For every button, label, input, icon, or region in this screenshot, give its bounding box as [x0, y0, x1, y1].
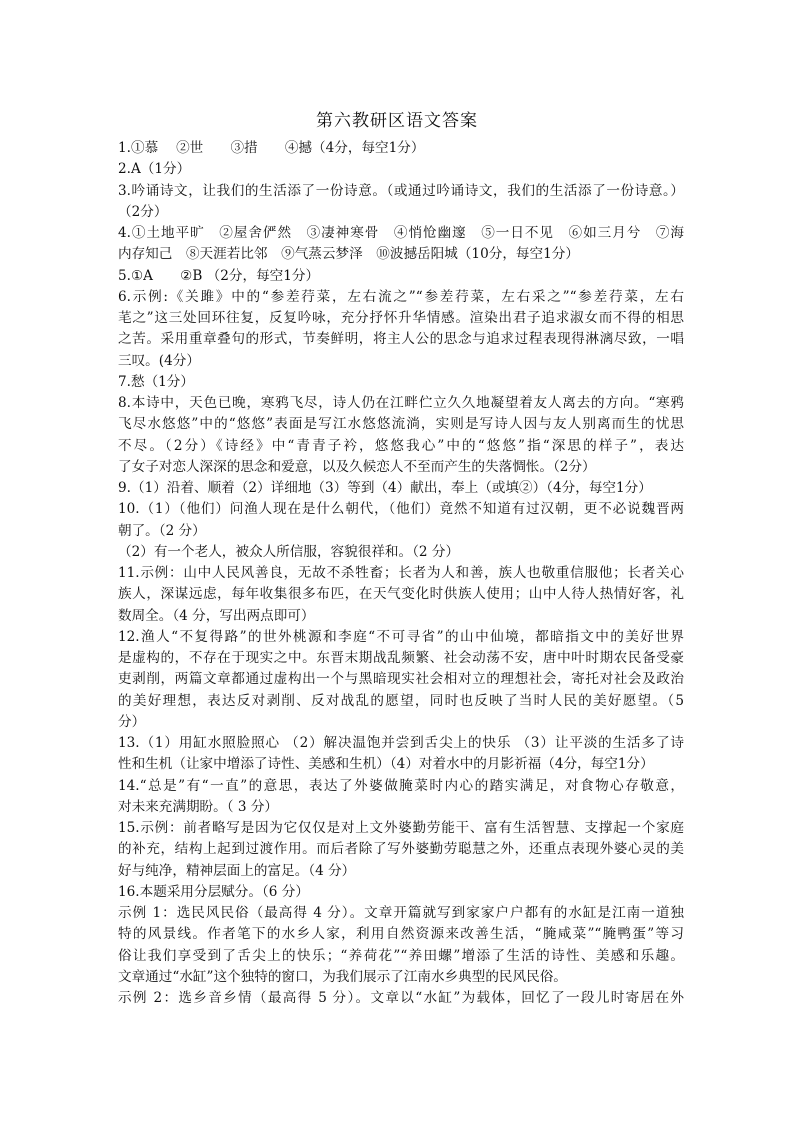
text-line: 14.“总是”有“一直”的意思，表达了外婆做腌菜时内心的踏实满足，对食物心存敬意， — [118, 777, 684, 794]
text-line: 朝了。（2 分） — [118, 522, 206, 539]
text-line: （2）有一个老人，被众人所信服，容貌很祥和。（2 分） — [118, 543, 460, 560]
text-line: 11.示例：山中人民风善良，无故不杀牲畜；长者为人和善，族人也敬重信服他；长者关心 — [118, 565, 684, 581]
text-line: 示例 2：选乡音乡情（最高得 5 分）。文章以“水缸”为载体，回忆了一段儿时寄居在外 — [118, 990, 684, 1006]
text-line: 文章通过“水缸”这个独特的窗口，为我们展示了江南水乡典型的民风民俗。 — [118, 968, 567, 985]
text-line: 12.渔人“不复得路”的世外桃源和李庭“不可寻省”的山中仙境，都暗指文中的美好世界 — [118, 628, 684, 645]
text-line: 数周全。（4 分，写出两点即可） — [118, 607, 315, 624]
text-line: 9.（1）沿着、顺着（2）详细地（3）等到（4）献出，奉上（或填②）（4分，每空1分） — [118, 480, 652, 496]
text-line: 2.A（1分） — [118, 161, 191, 178]
text-line: 芼之”这三处回环往复，反复吟咏，充分抒怀升华情感。渲染出君子追求淑女而不得的相思 — [118, 310, 684, 326]
text-line: 是虚构的，不存在于现实之中。东晋末期战乱频繁、社会动荡不安，唐中叶时期农民备受豪 — [118, 650, 684, 666]
text-line: 吏剥削，两篇文章都通过虚构出一个与黑暗现实社会相对立的理想社会，寄托对社会及政治 — [118, 671, 684, 688]
text-line: 性和生机（让家中增添了诗性、美感和生机）（4）对着水中的月影祈福（4分，每空1分） — [118, 756, 654, 773]
text-line: 好与纯净，精神层面上的富足。（4 分） — [118, 862, 356, 879]
text-line: 不尽。（2分）《诗经》中“青青子衿，悠悠我心”中的“悠悠”指“深思的样子”，表达 — [118, 437, 684, 454]
text-line: 飞尽水悠悠”中的“悠悠”表面是写江水悠悠流淌，实则是写诗人因与友人别离而生的忧思 — [118, 416, 684, 433]
text-line: （2分） — [118, 203, 168, 220]
text-line: 了女子对恋人深深的思念和爱意，以及久候恋人不至而产生的失落惆怅。（2分） — [118, 458, 596, 475]
text-line: 之苦。采用重章叠句的形式，节奏鲜明，将主人公的思念与追求过程表现得淋漓尽致，一唱 — [118, 331, 684, 348]
text-line: 族人，深谋远虑，每年收集很多布匹，在天气变化时供族人使用；山中人待人热情好客，礼 — [118, 586, 684, 603]
text-line: 三叹。(4分） — [118, 352, 200, 369]
text-line: 的美好理想，表达反对剥削、反对战乱的愿望，同时也反映了当时人民的美好愿望。（5 — [118, 692, 684, 709]
text-line: 5.①A ②B （2分，每空1分） — [118, 267, 320, 284]
answer-body — [118, 138, 684, 1009]
text-line: 15.示例：前者略写是因为它仅仅是对上文外婆勤劳能干、富有生活智慧、支撑起一个家庭 — [118, 820, 684, 836]
text-line: 4.①土地平旷 ②屋舍俨然 ③凄神寒骨 ④悄怆幽邃 ⑤一日不见 ⑥如三月兮 ⑦海 — [118, 225, 684, 241]
text-line: 示例 1：选民风民俗（最高得 4 分）。文章开篇就写到家家户户都有的水缸是江南一道独 — [118, 905, 684, 921]
text-line: 对未来充满期盼。（ 3 分） — [118, 798, 279, 815]
page-title: 第六教研区语文答案 — [316, 111, 478, 131]
text-line: 8.本诗中，天色已晚，寒鸦飞尽，诗人仍在江畔伫立久久地凝望着友人离去的方向。“寒鸦 — [118, 395, 684, 411]
text-line: 16.本题采用分层赋分。（6 分） — [118, 883, 309, 900]
text-line: 内存知己 ⑧天涯若比邻 ⑨气蒸云梦泽 ⑩波撼岳阳城（10分，每空1分） — [118, 246, 579, 263]
text-line: 的补充，结构上起到过渡作用。而后者除了写外婆勤劳聪慧之外，还重点表现外婆心灵的美 — [118, 841, 684, 858]
text-line: 1.①慕 ②世 ③措 ④撼（4分，每空1分） — [118, 140, 425, 156]
text-line: 10.（1）（他们）问渔人现在是什么朝代，（他们）竟然不知道有过汉朝，更不必说魏晋两 — [118, 501, 684, 518]
text-line: 7.愁（1分） — [118, 373, 194, 390]
text-line: 俗让我们享受到了舌尖上的快乐；“养荷花”“养田螺”增添了生活的诗性、美感和乐趣。 — [118, 947, 684, 964]
text-line: 分） — [118, 713, 146, 730]
text-line: 特的风景线。作者笔下的水乡人家，利用自然资源来改善生活，“腌咸菜”“腌鸭蛋”等习 — [118, 926, 684, 943]
text-line: 6.示例:《关雎》中的“参差荇菜，左右流之”“参差荇菜，左右采之”“参差荇菜，左右 — [118, 288, 684, 305]
text-line: 13.（1）用缸水照脸照心 （2）解决温饱并尝到舌尖上的快乐 （3）让平淡的生活多了诗 — [118, 735, 684, 751]
text-line: 3.吟诵诗文，让我们的生活添了一份诗意。（或通过吟诵诗文，我们的生活添了一份诗意。） — [118, 182, 684, 199]
